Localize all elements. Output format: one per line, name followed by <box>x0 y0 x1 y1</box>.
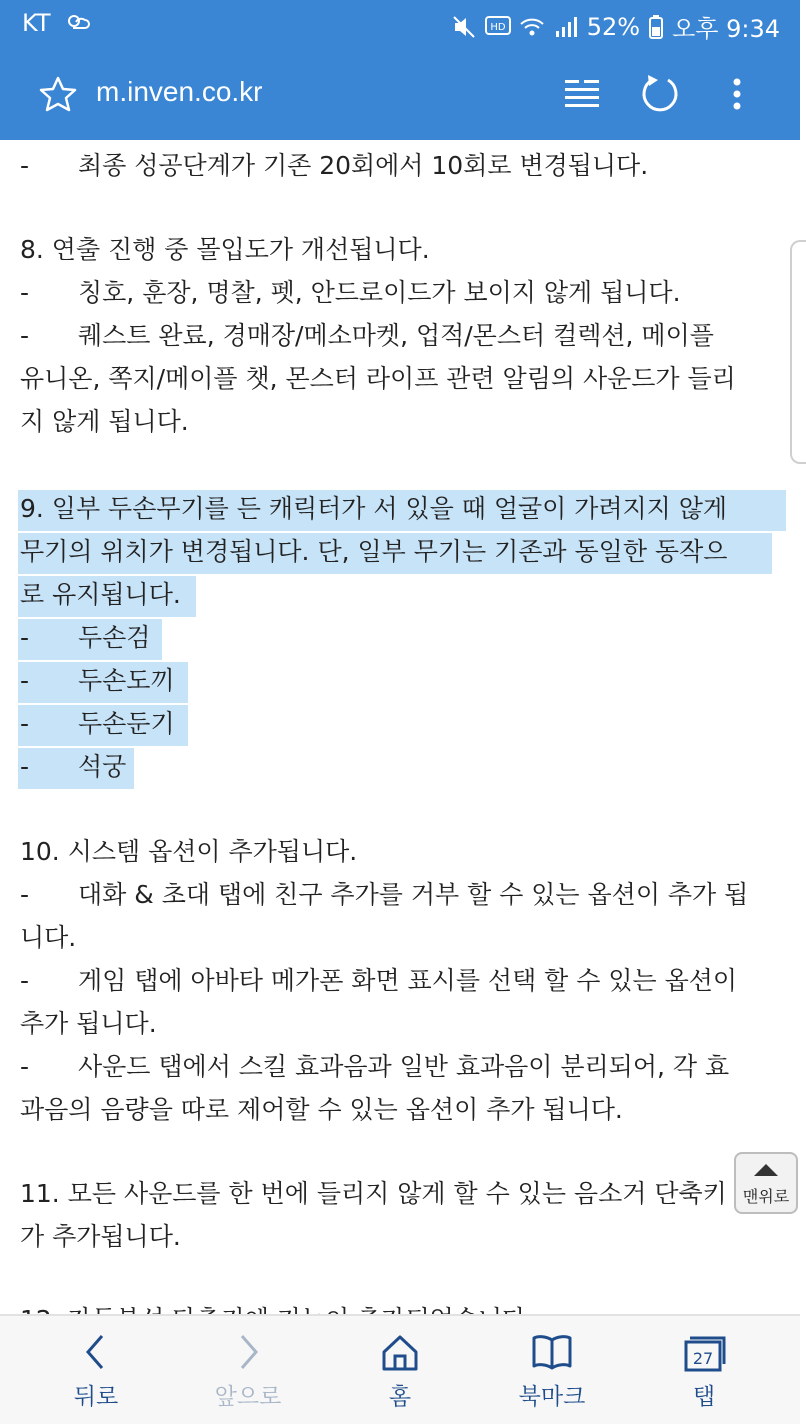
text-line: 추가 됩니다. <box>20 1009 157 1038</box>
text-line: - 게임 탭에 아바타 메가폰 화면 표시를 선택 할 수 있는 옵션이 <box>20 966 738 995</box>
text-line: 가 추가됩니다. <box>20 1222 181 1251</box>
nav-bookmark-button[interactable] <box>482 1316 622 1424</box>
nav-home-label: 홈 <box>388 1384 412 1410</box>
nav-home-button[interactable] <box>330 1316 470 1424</box>
text-line: 유니온, 쪽지/메이플 챗, 몬스터 라이프 관련 알림의 사운드가 들리 <box>20 364 736 393</box>
star-icon[interactable] <box>38 74 78 114</box>
battery-percent: 52% <box>586 12 641 41</box>
bookmark-icon <box>532 1332 572 1372</box>
text-line: - 두손검 <box>20 623 151 652</box>
text-line: 8. 연출 진행 중 몰입도가 개선됩니다. <box>20 235 430 264</box>
weather-icon <box>65 10 91 36</box>
wifi-icon <box>519 14 545 40</box>
forward-arrow-icon <box>228 1332 268 1372</box>
reader-icon[interactable] <box>562 76 602 112</box>
text-line: - 대화 & 초대 탭에 친구 추가를 거부 할 수 있는 옵션이 추가 됩 <box>20 880 749 909</box>
hd-voice-icon <box>485 14 511 40</box>
text-line: 로 유지됩니다. <box>20 580 181 609</box>
nav-forward-label: 앞으로 <box>214 1384 282 1410</box>
browser-toolbar <box>0 48 800 140</box>
text-line: 지 않게 됩니다. <box>20 407 189 436</box>
nav-back-label: 뒤로 <box>73 1384 119 1410</box>
text-line: - 두손둔기 <box>20 709 175 738</box>
text-line: - 퀘스트 완료, 경매장/메소마켓, 업적/몬스터 컬렉션, 메이플 <box>20 321 714 350</box>
tabs-icon <box>684 1332 724 1372</box>
up-arrow-icon <box>754 1164 778 1176</box>
back-arrow-icon <box>76 1332 116 1372</box>
nav-forward-button[interactable] <box>178 1316 318 1424</box>
text-line: 9. 일부 두손무기를 든 캐릭터가 서 있을 때 얼굴이 가려지지 않게 <box>20 494 728 523</box>
text-line: - 사운드 탭에서 스킬 효과음과 일반 효과음이 분리되어, 각 효 <box>20 1052 730 1081</box>
url-field[interactable]: m.inven.co.kr <box>96 76 263 107</box>
nav-bookmark-label: 북마크 <box>518 1384 586 1410</box>
text-line: - 최종 성공단계가 기존 20회에서 10회로 변경됩니다. <box>20 151 649 180</box>
nav-back-button[interactable] <box>26 1316 166 1424</box>
nav-tabs-button[interactable] <box>634 1316 774 1424</box>
text-line: 과음의 음량을 따로 제어할 수 있는 옵션이 추가 됩니다. <box>20 1095 623 1124</box>
text-line: 11. 모든 사운드를 한 번에 들리지 않게 할 수 있는 음소거 단축키 <box>20 1179 727 1208</box>
clock: 오후 9:34 <box>672 15 780 43</box>
text-line: 니다. <box>20 923 77 952</box>
text-line: - 칭호, 훈장, 명찰, 펫, 안드로이드가 보이지 않게 됩니다. <box>20 278 681 307</box>
status-bar <box>0 0 800 48</box>
carrier-label: KT <box>22 9 51 37</box>
battery-icon <box>648 14 664 40</box>
scroll-to-top-button[interactable] <box>734 1152 798 1214</box>
mute-icon <box>451 14 477 40</box>
signal-icon <box>553 14 579 40</box>
text-line: 무기의 위치가 변경됩니다. 단, 일부 무기는 기존과 동일한 동작으 <box>20 537 728 566</box>
hd-label: HD <box>490 21 506 33</box>
tab-count: 27 <box>692 1349 714 1368</box>
article-content <box>0 140 800 1314</box>
text-line: 10. 시스템 옵션이 추가됩니다. <box>20 837 358 866</box>
menu-icon[interactable] <box>724 74 750 114</box>
scroll-handle[interactable] <box>790 240 806 464</box>
bottom-nav <box>0 1314 800 1424</box>
nav-tabs-label: 탭 <box>692 1384 716 1410</box>
reload-icon[interactable] <box>638 72 682 116</box>
scroll-to-top-label: 맨위로 <box>742 1187 790 1206</box>
home-icon <box>380 1332 420 1372</box>
text-line: - 두손도끼 <box>20 666 175 695</box>
text-line: - 석궁 <box>20 752 127 781</box>
